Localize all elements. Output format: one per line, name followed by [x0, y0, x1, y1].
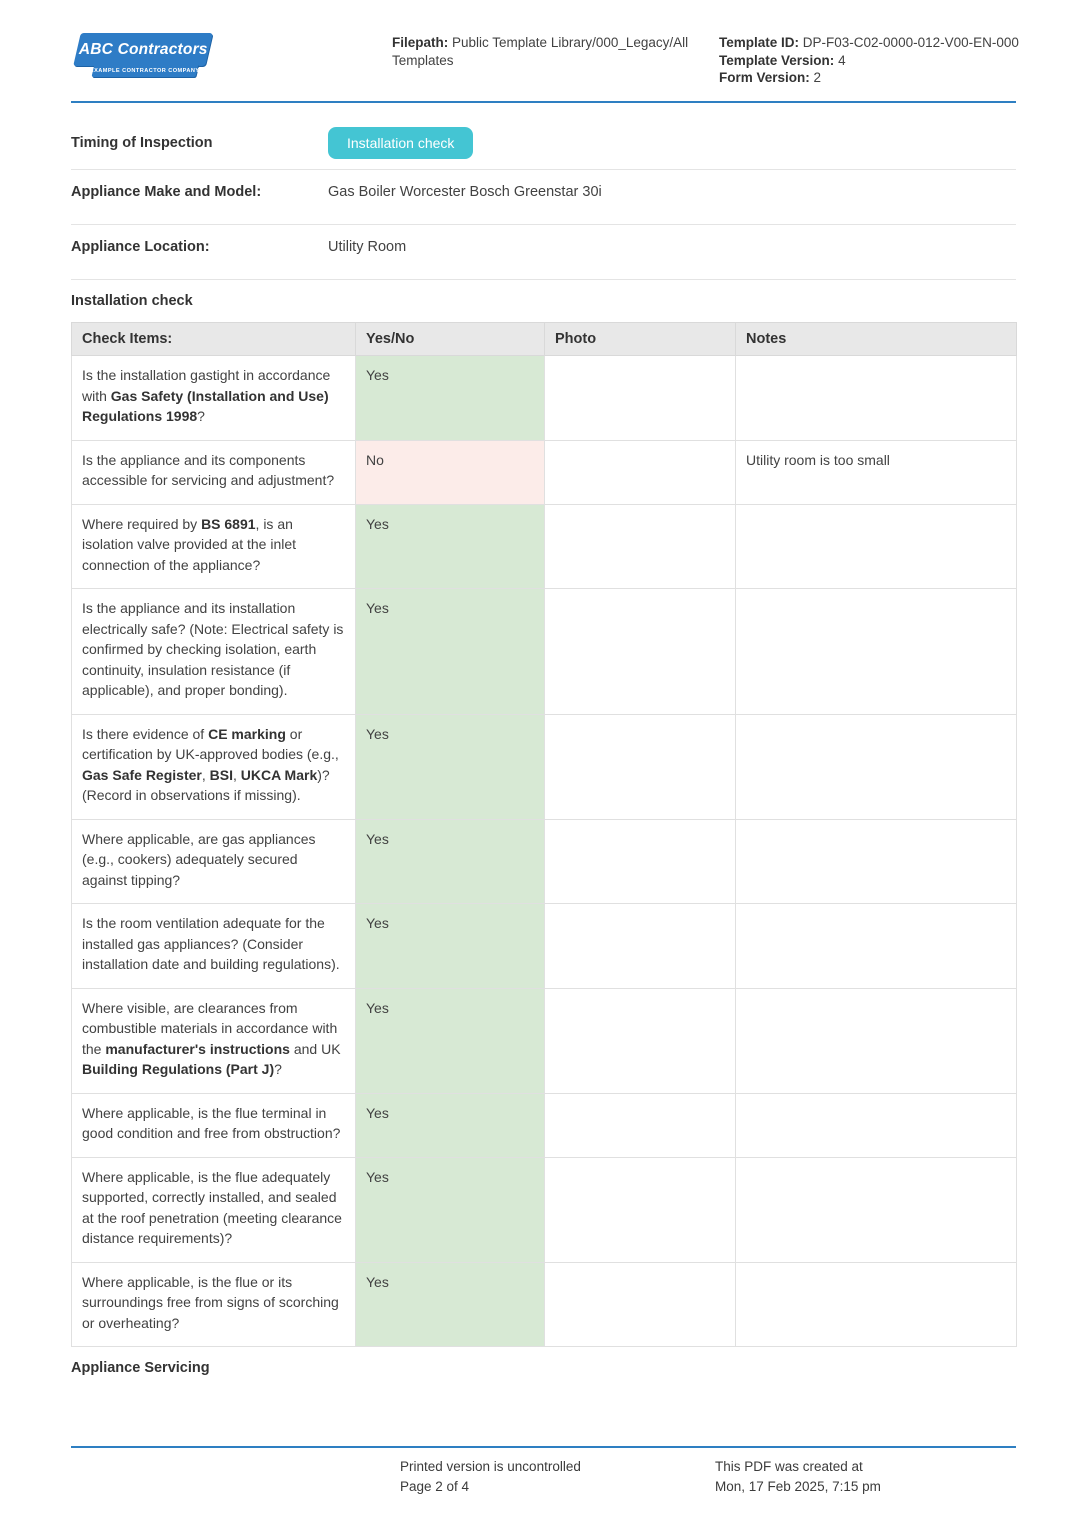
filepath	[392, 34, 702, 69]
check-item-cell: Where applicable, are gas appliances (e.g., cookers) adequately secured against tipping?	[72, 819, 356, 904]
template-version-label: Template Version:	[719, 52, 835, 68]
answer-cell: Yes	[356, 714, 545, 819]
answer-cell: Yes	[356, 589, 545, 715]
notes-cell	[736, 1262, 1017, 1347]
photo-cell	[545, 356, 736, 441]
section-title-installation-check: Installation check	[71, 293, 193, 309]
notes-cell	[736, 819, 1017, 904]
timing-label: Timing of Inspection	[71, 135, 213, 151]
answer-cell: Yes	[356, 988, 545, 1093]
table-row	[72, 1262, 1017, 1347]
answer-cell: Yes	[356, 504, 545, 589]
photo-cell	[545, 589, 736, 715]
form-version-row	[719, 69, 1019, 87]
table-row	[72, 440, 1017, 504]
photo-cell	[545, 988, 736, 1093]
page-number: Page 2 of 4	[400, 1478, 470, 1494]
check-item-cell: Where visible, are clearances from combustible materials in accordance with the manufacturer's instructions and UK Building Regulations (Part J)?	[72, 988, 356, 1093]
template-version-value: 4	[838, 52, 846, 68]
answer-cell: Yes	[356, 1093, 545, 1157]
check-item-cell: Is the appliance and its installation electrically safe? (Note: Electrical safety is confirmed by checking isolation, earth continuity, insulation resistance (if applicable), and proper bonding).	[72, 589, 356, 715]
logo-banner	[73, 33, 213, 66]
footer-left	[400, 1457, 581, 1496]
notes-cell	[736, 714, 1017, 819]
photo-cell	[545, 1262, 736, 1347]
page-header	[71, 33, 1019, 101]
check-item-cell: Where applicable, is the flue or its surroundings free from signs of scorching or overheating?	[72, 1262, 356, 1347]
photo-cell	[545, 1157, 736, 1262]
notes-cell	[736, 589, 1017, 715]
created-at-value: Mon, 17 Feb 2025, 7:15 pm	[715, 1478, 881, 1494]
uncontrolled-note: Printed version is uncontrolled	[400, 1459, 581, 1474]
notes-cell	[736, 504, 1017, 589]
table-row	[72, 504, 1017, 589]
photo-cell	[545, 1093, 736, 1157]
table-row	[72, 1093, 1017, 1157]
notes-cell	[736, 988, 1017, 1093]
template-id-row	[719, 34, 1019, 52]
form-version-label: Form Version:	[719, 70, 810, 85]
table-header-row	[72, 323, 1017, 356]
table-row	[72, 714, 1017, 819]
appliance-make-model-row	[71, 170, 1016, 225]
column-header-photo: Photo	[545, 323, 736, 356]
inspection-info	[71, 103, 1016, 280]
notes-cell	[736, 356, 1017, 441]
notes-cell	[736, 1093, 1017, 1157]
logo-title: ABC Contractors	[78, 40, 208, 58]
logo-subtitle: EXAMPLE CONTRACTOR COMPANY	[90, 67, 200, 74]
location-label: Appliance Location:	[71, 239, 210, 255]
location-value: Utility Room	[328, 239, 407, 255]
page-footer	[71, 1446, 1016, 1494]
answer-cell: Yes	[356, 1157, 545, 1262]
template-id-value: DP-F03-C02-0000-012-V00-EN-000	[802, 35, 1019, 50]
check-item-cell: Where applicable, is the flue terminal in good condition and free from obstruction?	[72, 1093, 356, 1157]
installation-check-table	[71, 322, 1017, 1347]
notes-cell: Utility room is too small	[736, 440, 1017, 504]
installation-check-badge: Installation check	[328, 127, 473, 159]
answer-cell: Yes	[356, 904, 545, 989]
photo-cell	[545, 714, 736, 819]
answer-cell: Yes	[356, 819, 545, 904]
photo-cell	[545, 819, 736, 904]
check-table-body	[72, 356, 1017, 1347]
footer-right	[715, 1457, 881, 1496]
table-row	[72, 904, 1017, 989]
timing-of-inspection-row	[71, 103, 1016, 170]
answer-cell: Yes	[356, 1262, 545, 1347]
table-row	[72, 988, 1017, 1093]
table-row	[72, 819, 1017, 904]
photo-cell	[545, 440, 736, 504]
answer-cell: No	[356, 440, 545, 504]
table-row	[72, 1157, 1017, 1262]
notes-cell	[736, 904, 1017, 989]
check-item-cell: Where required by BS 6891, is an isolation valve provided at the inlet connection of the appliance?	[72, 504, 356, 589]
check-item-cell: Where applicable, is the flue adequately supported, correctly installed, and sealed at the roof penetration (meeting clearance distance requirements)?	[72, 1157, 356, 1262]
make-model-value: Gas Boiler Worcester Bosch Greenstar 30i	[328, 184, 602, 200]
timing-value	[328, 133, 473, 159]
template-id-label: Template ID:	[719, 35, 800, 50]
column-header-notes: Notes	[736, 323, 1017, 356]
form-version-value: 2	[813, 70, 822, 85]
created-at-label: This PDF was created at	[715, 1459, 863, 1474]
column-header-yes-no: Yes/No	[356, 323, 545, 356]
photo-cell	[545, 904, 736, 989]
template-meta	[719, 34, 1019, 87]
answer-cell: Yes	[356, 356, 545, 441]
appliance-location-row	[71, 225, 1016, 280]
check-item-cell: Is the installation gastight in accordance with Gas Safety (Installation and Use) Regulations 1998?	[72, 356, 356, 441]
photo-cell	[545, 504, 736, 589]
filepath-label: Filepath:	[392, 35, 449, 50]
column-header-check-items: Check Items:	[72, 323, 356, 356]
make-model-label: Appliance Make and Model:	[71, 184, 262, 200]
logo-sub-banner	[91, 64, 198, 77]
check-item-cell: Is the appliance and its components accessible for servicing and adjustment?	[72, 440, 356, 504]
table-row	[72, 589, 1017, 715]
section-title-appliance-servicing: Appliance Servicing	[71, 1360, 210, 1376]
footer-divider	[71, 1446, 1016, 1448]
notes-cell	[736, 1157, 1017, 1262]
company-logo	[71, 33, 211, 85]
filepath-value: Public Template Library/000_Legacy/All Templates	[392, 35, 689, 68]
check-item-cell: Is there evidence of CE marking or certification by UK-approved bodies (e.g., Gas Safe Register, BSI, UKCA Mark)? (Record in observations if missing).	[72, 714, 356, 819]
table-row	[72, 356, 1017, 441]
template-version-row	[719, 52, 1019, 70]
check-item-cell: Is the room ventilation adequate for the installed gas appliances? (Consider installation date and building regulations).	[72, 904, 356, 989]
